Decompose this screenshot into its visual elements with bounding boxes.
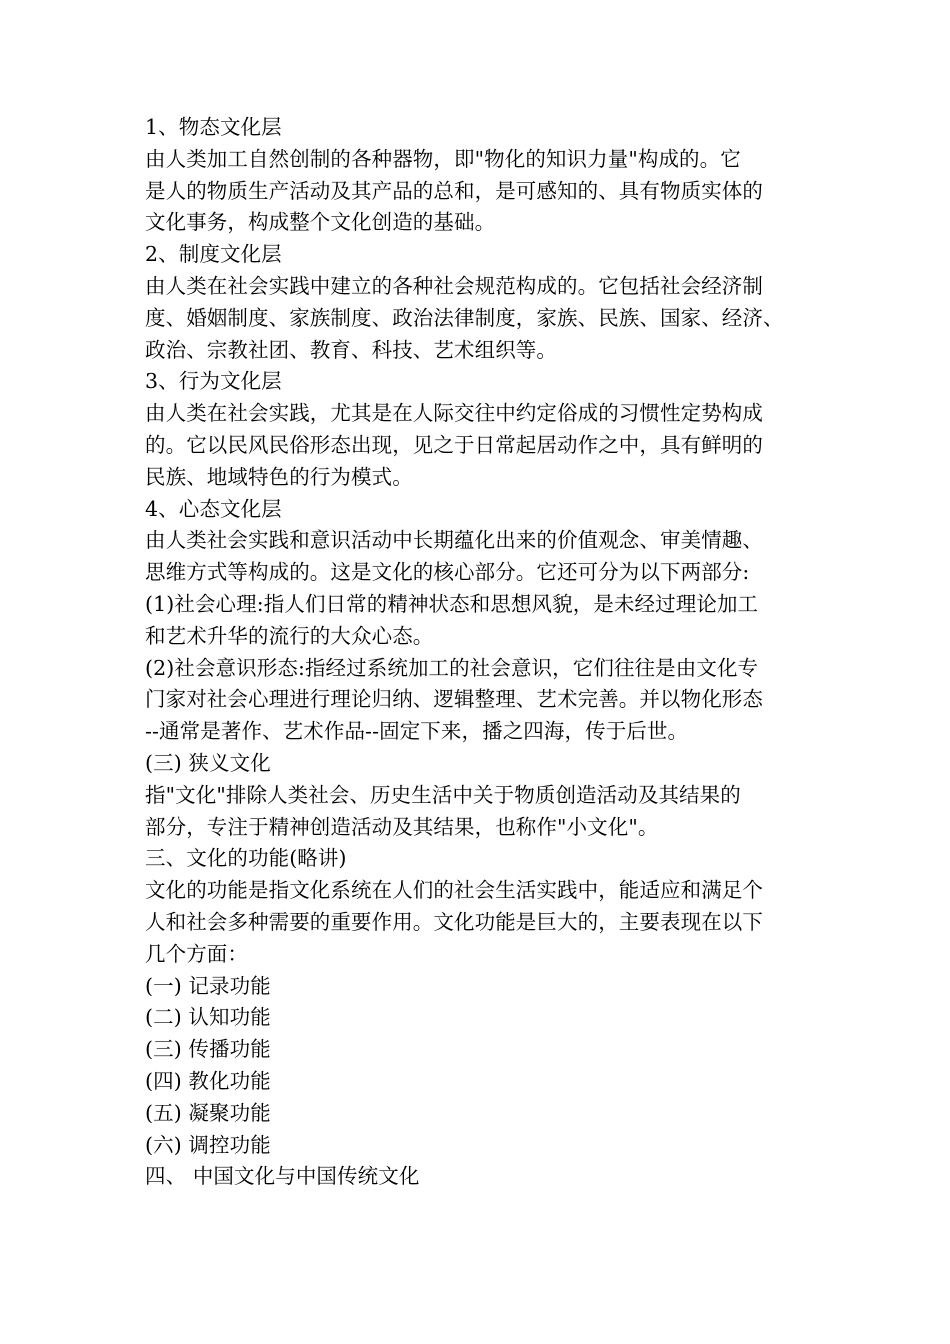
list-item-function: (四) 教化功能 [145, 1068, 271, 1093]
list-item-function: (一) 记录功能 [145, 973, 271, 998]
paragraph-line: 由人类在社会实践，尤其是在人际交往中约定俗成的习惯性定势构成 [145, 401, 763, 426]
paragraph-line: 由人类加工自然创制的各种器物，即"物化的知识力量"构成的。它 [145, 146, 741, 171]
paragraph-line: --通常是著作、艺术作品--固定下来，播之四海，传于后世。 [145, 719, 689, 744]
paragraph-line: 度、婚姻制度、家族制度、政治法律制度，家族、民族、国家、经济、 [145, 305, 784, 330]
heading-chinese-culture: 四、 中国文化与中国传统文化 [145, 1164, 420, 1189]
heading-material-culture: 1、物态文化层 [145, 115, 282, 139]
paragraph-line: (2)社会意识形态:指经过系统加工的社会意识，它们往往是由文化专 [145, 655, 759, 680]
paragraph-line: 人和社会多种需要的重要作用。文化功能是巨大的，主要表现在以下 [145, 909, 763, 934]
heading-mental-culture: 4、心态文化层 [145, 496, 282, 521]
heading-culture-functions: 三、文化的功能(略讲) [145, 846, 347, 871]
heading-behavioral-culture: 3、行为文化层 [145, 369, 282, 394]
paragraph-line: 是人的物质生产活动及其产品的总和，是可感知的、具有物质实体的 [145, 178, 763, 203]
paragraph-line: 思维方式等构成的。这是文化的核心部分。它还可分为以下两部分: [145, 560, 750, 585]
heading-narrow-culture: (三) 狭义文化 [145, 750, 271, 775]
list-item-function: (五) 凝聚功能 [145, 1100, 271, 1125]
paragraph-line: 由人类在社会实践中建立的各种社会规范构成的。它包括社会经济制 [145, 273, 763, 298]
paragraph-line: 和艺术升华的流行的大众心态。 [145, 623, 434, 648]
heading-institutional-culture: 2、制度文化层 [145, 242, 282, 267]
paragraph-line: 政治、宗教社团、教育、科技、艺术组织等。 [145, 337, 557, 362]
paragraph-line: 由人类社会实践和意识活动中长期蕴化出来的价值观念、审美情趣、 [145, 528, 763, 553]
paragraph-line: 几个方面： [145, 941, 248, 966]
paragraph-line: 部分，专注于精神创造活动及其结果，也称作"小文化"。 [145, 814, 659, 839]
document-body [145, 112, 810, 1193]
list-item-function: (六) 调控功能 [145, 1132, 271, 1157]
paragraph-line: 门家对社会心理进行理论归纳、逻辑整理、艺术完善。并以物化形态 [145, 687, 763, 712]
list-item-function: (二) 认知功能 [145, 1005, 271, 1030]
paragraph-line: 指"文化"排除人类社会、历史生活中关于物质创造活动及其结果的 [145, 782, 741, 807]
paragraph-line: 民族、地域特色的行为模式。 [145, 464, 413, 489]
list-item-function: (三) 传播功能 [145, 1037, 271, 1062]
paragraph-line: 文化的功能是指文化系统在人们的社会生活实践中，能适应和满足个 [145, 878, 763, 903]
paragraph-line: (1)社会心理:指人们日常的精神状态和思想风貌，是未经过理论加工 [145, 591, 759, 616]
paragraph-line: 文化事务，构成整个文化创造的基础。 [145, 210, 496, 235]
paragraph-line: 的。它以民风民俗形态出现，见之于日常起居动作之中，具有鲜明的 [145, 432, 763, 457]
